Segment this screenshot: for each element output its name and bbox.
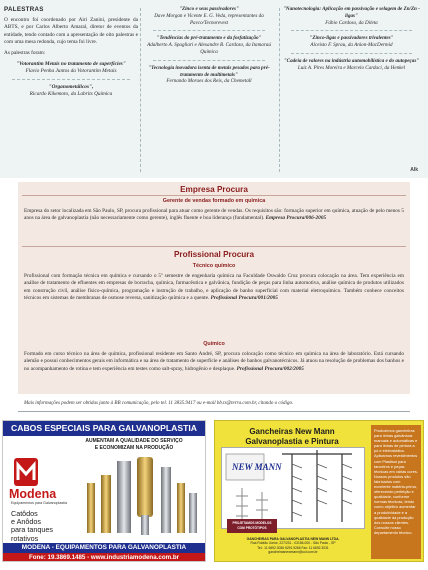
classifieds-box — [18, 182, 410, 394]
divider — [22, 195, 406, 196]
page-mark: Alk — [410, 167, 418, 173]
profissional-title: Profissional Procura — [173, 250, 255, 259]
divider — [153, 60, 265, 61]
prototype-badge — [227, 519, 277, 533]
empresa-ref: Empresa Procura/006-2005 — [265, 215, 327, 222]
profissional-ref-2: Profissional Procura/002/2005 — [236, 365, 304, 372]
talk-author: Adalberto A. Spagliari e Alexandre B. Cardozo, da Itamaraú Química — [147, 42, 271, 55]
talk-author: Alceisto F. Sprau, da Anion-MacDermid — [310, 42, 393, 49]
newmann-logo: NEW MANN — [232, 462, 282, 472]
newmann-title-line-2: Galvanoplastia e Pintura — [245, 436, 339, 446]
empresa-heading: Gerente de vendas formado em química — [162, 198, 266, 204]
profissional-body-2 — [24, 351, 404, 373]
newmann-description: Produzimos gancheiras para linhas galvânicas manuais e automáticas e para linhas de pintura a pó e eletrostática. Aplicamos revestimentos com Plastisol para tanceiros e peças técnicas em várias cores. Nossos produtos são fabricados com excelente matéria-prima, oferecendo perfeição e qualidade, conforme normas técnicas, tendo como objetivo aumentar a produtividade e a qualidade da produção dos nossos clientes. Consulte nosso departamento técnico. — [371, 425, 421, 559]
email-link[interactable]: gancheirasnewmann@uol.com.br — [268, 550, 318, 555]
product-line: rotativos — [11, 533, 39, 543]
newmann-address — [221, 537, 365, 555]
talk-author: Flavio Penha Juntos da Votorantim Metais — [25, 68, 117, 75]
profissional-text-2: Formado em curso técnico na área de química, profissional residente em Santo André, SP, procura colocação como técnico em química na área de laboratório. Está cursando alemão e possui conhecimentos gerais em informática e na área de tratamento de superfície e análises de banhos galvanotécnicos. Já atuou na resolução de problemas dos banhos e no acompanhamento de rotina e tem experiência em testes como salt-spray, hidrogênio e desplaque. — [24, 351, 404, 372]
talk-title: "Zinco-ligas e passivadores trivalentes" — [309, 35, 394, 42]
palestras-heading: PALESTRAS — [4, 6, 44, 13]
address-line: GANCHEIRAS PARA GALVANOPLASTIA NEW MANN LTDA. — [246, 537, 340, 541]
palestras-column — [4, 6, 138, 98]
talk-entry — [145, 35, 273, 55]
empresa-title: Empresa Procura — [180, 185, 248, 194]
talk-title: "Zinco e seus passivadores" — [179, 6, 239, 12]
events-panel — [0, 0, 428, 178]
talks-column-3 — [283, 6, 420, 76]
product-line: Catôdos — [11, 509, 38, 518]
modena-brand-sub: Equipamentos para Galvanoplastia — [11, 501, 67, 505]
talk-entry — [145, 6, 273, 26]
tagline-line-1: AUMENTAM A QUALIDADE DO SERVIÇO — [85, 438, 183, 444]
rack-illustration — [222, 448, 364, 528]
talk-entry — [145, 65, 273, 85]
modena-ad-header: CABOS ESPECIAIS PARA GALVANOPLASTIA — [3, 421, 205, 436]
newmann-title-line-1: Gancheiras New Mann — [249, 427, 335, 436]
divider — [12, 79, 130, 80]
talk-title: "Nanotecnologia: Aplicação em passivação e selagem de Zn/Zn - ligas" — [283, 6, 420, 19]
column-divider — [279, 8, 280, 172]
talk-author: Fábio Cardoso, da Dileta — [325, 19, 378, 26]
modena-brand: Modena — [9, 487, 57, 501]
profissional-ref-1: Profissional Procura/001/2005 — [210, 294, 278, 301]
profissional-body-1 — [24, 273, 404, 302]
talk-author: Fernando Moraes dos Reis, da Chemetall — [166, 78, 252, 85]
talk-entry — [283, 58, 420, 72]
modena-ad-tagline — [63, 438, 205, 451]
product-line: e Anôdos — [11, 517, 41, 527]
talk-author: Ricardo Kikemoto, da Labrits Química — [29, 90, 113, 97]
column-divider — [140, 8, 141, 172]
newmann-ad[interactable] — [214, 420, 424, 562]
empresa-text: Empresa do setor localizada em São Paulo, SP, procura profissional para atuar como gerente de vendas. Os requisitos são: formação superior em química, atuação de pelo menos 5 anos na área de galvanoplastia (não necessariamente como gerente), inglês fluente e boa liderança (fundamental). — [24, 208, 404, 222]
badge-line-1: PROJETAMOS MODELOS — [232, 521, 272, 525]
rack-product-image — [221, 447, 365, 529]
talk-author: Dave Morgan e Vicente E. G. Veda, representantes da Pavco/Tecnorevest — [154, 12, 264, 26]
contact-info: Mais informações podem ser obtidas junto à BB comunicação, pelo tel. 11 3835.9417 ou e-mail bb.ts@terra.com.br, citando o código. — [24, 401, 294, 406]
talk-entry — [283, 35, 420, 49]
modena-ad[interactable] — [2, 420, 206, 562]
talk-title: "Organometálicos", — [48, 83, 94, 90]
empresa-body — [24, 208, 404, 223]
talk-title: "Tecnologia inovadora isenta de metais pesados para pré-tratamento de multimetais" — [148, 64, 270, 78]
modena-footer-name: MODENA - EQUIPAMENTOS PARA GALVANOPLASTIA — [3, 543, 205, 553]
talk-author: Luiz A. Pires Moreira e Marcelo Cardaci, da Henkel — [297, 64, 406, 71]
newmann-title — [219, 427, 365, 447]
palestras-lead: As palestras foram: — [4, 50, 46, 57]
talk-entry — [283, 6, 420, 26]
talk-title: "Tendências do pré-tratamento e da fosfatização" — [156, 35, 262, 42]
modena-logo-icon — [13, 457, 39, 487]
product-line: para tanques — [11, 525, 53, 535]
talk-entry — [4, 84, 138, 98]
talk-title: "Votorantim Metais no tratamento de superfícies" — [16, 61, 126, 68]
profissional-sub-quimico: Químico — [203, 341, 225, 347]
divider — [153, 30, 265, 31]
divider — [291, 30, 412, 31]
palestras-intro: O encontro foi coordenado por Airi Zanini, presidente da ABTS, e por Carlos Alberto Amaral, diretor de eventos da entidade, tendo contado com a apresentação de oito palestras e com uma mesa redonda, cujo tema foi livre. — [4, 17, 138, 45]
address-line: Tel.: 11 6692.3036 6291.9266 Fax: 11 6692.3031 — [257, 545, 329, 550]
talk-title: "Cadeia de valores na indústria automobilística e do autopeças" — [283, 57, 420, 64]
talk-entry — [4, 61, 138, 75]
electrode-parts-image — [81, 453, 201, 541]
modena-products — [11, 510, 53, 543]
divider — [22, 246, 406, 247]
divider — [291, 53, 412, 54]
talks-column-2 — [145, 6, 273, 89]
divider — [18, 411, 410, 412]
profissional-text-1: Profissional com formação técnica em química e cursando o 5º semestre de engenharia química na Faculdade Oswaldo Cruz procura colocação na área. Tem experiência em análise de tratamento de efluentes em empresas de borracha, química, farmacêutica e galvânica, fundição de peças para linha automotiva, análise química de produtos utilizados em construção civil, análise físico-química, programação e instrução de trabalho, e aplicação de banho superficial com material eletroquímico. Também conhece conceitos técnicos em sistemas de membranas de osmose reversa, sanitização química e a quente. — [24, 273, 404, 301]
modena-footer-contact[interactable]: Fone: 19.3869.1485 - www.industriamodena.com.br — [3, 553, 205, 562]
profissional-sub-tecnico: Técnico químico — [192, 263, 236, 269]
badge-line-2: COM PROTÓTIPOS — [237, 525, 267, 530]
tagline-line-2: E ECONOMIZAM NA PRODUÇÃO — [94, 444, 174, 451]
address-line: Rua Rubião Júnior, 227/231 - 03156-000 - São Paulo - SP — [250, 541, 336, 546]
